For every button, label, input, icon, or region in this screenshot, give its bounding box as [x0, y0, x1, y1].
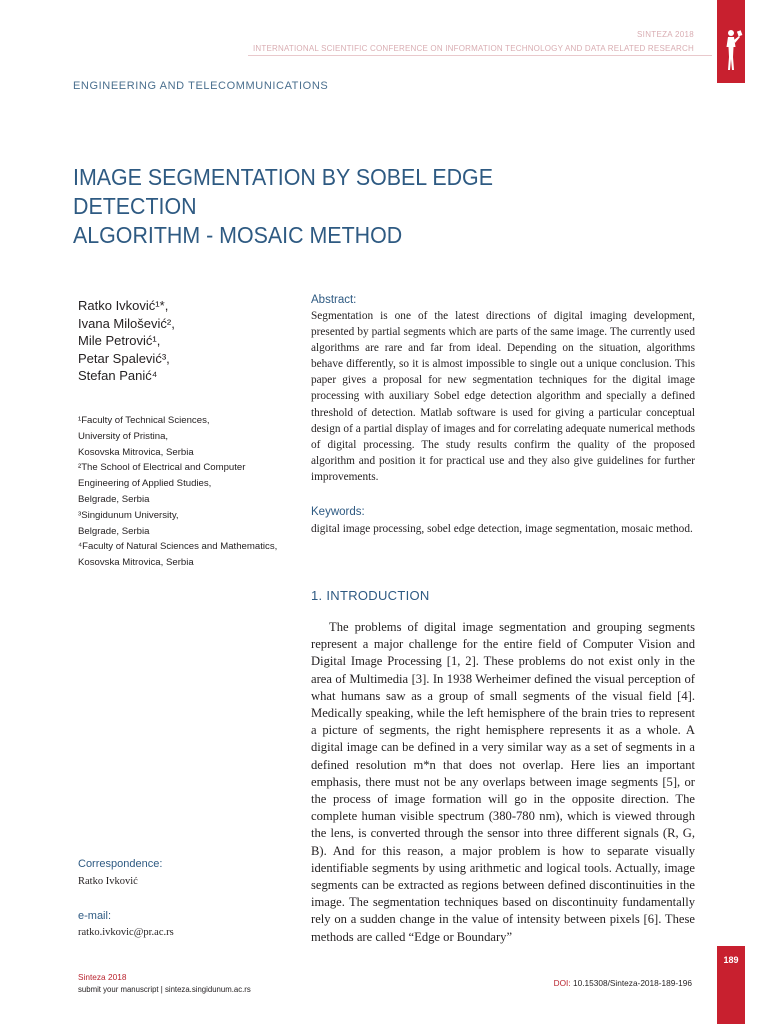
affiliation-line: Engineering of Applied Studies, [78, 478, 212, 490]
affiliation-line: ³Singidunum University, [78, 509, 179, 521]
conference-full-name: INTERNATIONAL SCIENTIFIC CONFERENCE ON INFORMATION TECHNOLOGY AND DATA RELATED RESEARCH [252, 44, 694, 53]
affiliation-line: ²The School of Electrical and Computer [78, 462, 246, 474]
affiliation-line: Belgrade, Serbia [78, 525, 150, 537]
correspondence-heading: Correspondence: [78, 858, 163, 870]
keywords-text: digital image processing, sobel edge detection, image segmentation, mosaic method. [311, 523, 693, 535]
title-line-1: IMAGE SEGMENTATION BY SOBEL EDGE DETECTION [73, 164, 493, 219]
header-divider [248, 55, 712, 56]
section-tag: ENGINEERING AND TELECOMMUNICATIONS [73, 80, 329, 92]
author-name: Stefan Panić⁴ [78, 368, 158, 383]
author-name: Mile Petrović¹, [78, 333, 161, 348]
affiliation-line: University of Pristina, [78, 430, 169, 442]
affiliation-line: Belgrade, Serbia [78, 493, 150, 505]
introduction-heading: 1. INTRODUCTION [311, 588, 430, 603]
introduction-text: The problems of digital image segmentation and grouping segments represent a major challenge for the entire field of Computer Vision and Digital Image Processing [1, 2]. These problems do not exist only in the area of Multimedia [3]. In 1938 Werheimer defined the visual perception of what humans saw as a group of small segments of the visual field [4]. Medically speaking, while the left hemisphere of the brain tries to represent a picture of segments, the right hemisphere represents it as a whole. A digital image can be defined in a very similar way as a set of segments in a defined resolution m*n that does not overlap. Here lies an important emphasis, there must not be any overlaps between image segments [5], or the process of image formation will go in the opposite direction. The complete human visible spectrum (380-780 nm), which is viewed through the lens, is converted through the sensor into three different signals (R, G, B). And for this reason, a major problem is how to separate visually identifiable segments by using arithmetic and logical tools. Actually, image segments can be extracted as regions between defined discontinuities in the image. The segmentation techniques based on discontinuity fundamentally rely on a sudden change in the value of intensity between pixels [6]. These methods are called “Edge or Boundary” [311, 620, 695, 944]
author-list [78, 297, 175, 385]
conference-short-name: SINTEZA 2018 [637, 30, 694, 39]
footer-journal: Sinteza 2018 [78, 972, 127, 982]
abstract-heading: Abstract: [311, 294, 357, 306]
paper-title [73, 163, 594, 250]
doi-label: DOI: [553, 978, 571, 988]
author-name: Ivana Milošević², [78, 315, 175, 331]
affiliation-line: ¹Faculty of Technical Sciences, [78, 415, 210, 426]
author-name: Petar Spalević³, [78, 350, 170, 366]
affiliation-line: Kosovska Mitrovica, Serbia [78, 557, 194, 569]
affiliation-line: ⁴Faculty of Natural Sciences and Mathematics, [78, 541, 278, 553]
conference-logo [717, 0, 745, 83]
abstract-text: Segmentation is one of the latest directions of digital imaging development, presented by partial segments which are parts of the same image. The currently used algorithms are rare and far from ideal. Depending on the situation, algorithms behave differently, so it is almost impossible to single out a unique conclusion. This paper gives a proposal for new segmentation techniques for the digital image processing with auxiliary Sobel edge detection algorithm and specially a defined threshold of detection. Matlab software is used for giving a particular conceptual design of a partial display of images and for correlating adequate numerical methods of digital processing. The study results confirm the quality of the proposed algorithm and position it for practical use and they also give guidelines for further improvements. [311, 310, 695, 483]
page-number: 189 [723, 955, 739, 965]
email-address[interactable]: ratko.ivkovic@pr.ac.rs [78, 927, 174, 938]
footer-doi[interactable] [554, 978, 692, 988]
figure-logo-icon [717, 0, 745, 83]
doi-value: 10.15308/Sinteza-2018-189-196 [572, 978, 692, 988]
affiliation-list [78, 413, 277, 571]
title-line-2: ALGORITHM - MOSAIC METHOD [73, 222, 403, 248]
email-heading: e-mail: [78, 910, 112, 922]
footer-submit-link[interactable]: submit your manuscript | sinteza.singidunum.ac.rs [78, 985, 251, 994]
keywords-heading: Keywords: [311, 506, 365, 518]
author-name: Ratko Ivković¹*, [78, 298, 169, 313]
affiliation-line: Kosovska Mitrovica, Serbia [78, 446, 194, 458]
correspondence-name: Ratko Ivković [78, 876, 138, 887]
